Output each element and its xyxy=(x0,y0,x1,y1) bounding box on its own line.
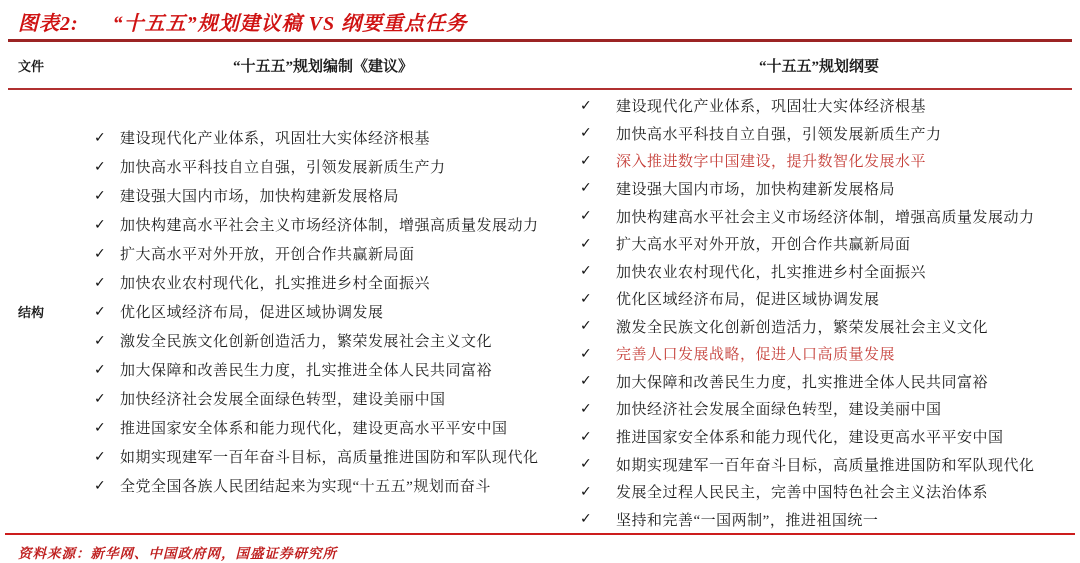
figure-number-label: 图表2: xyxy=(18,13,79,35)
checkmark-icon: ✓ xyxy=(580,290,592,307)
checkmark-icon: ✓ xyxy=(94,332,106,349)
task-list-item xyxy=(94,355,560,384)
left-column-header: “十五五”规划编制《建议》 xyxy=(232,58,413,75)
checkmark-icon: ✓ xyxy=(94,448,106,465)
task-item-text: 推进国家安全体系和能力现代化，建设更高水平平安中国 xyxy=(120,421,508,437)
task-item-text: 加快经济社会发展全面绿色转型，建设美丽中国 xyxy=(616,402,942,419)
checkmark-icon: ✓ xyxy=(580,235,592,252)
task-list-item xyxy=(94,471,560,500)
task-list-item xyxy=(580,257,1080,285)
checkmark-icon: ✓ xyxy=(94,216,106,233)
task-item-text: 加快农业农村现代化，扎实推进乡村全面振兴 xyxy=(120,276,431,292)
task-item-text: 完善人口发展战略，促进人口高质量发展 xyxy=(616,347,896,364)
task-list-item xyxy=(580,230,1080,258)
task-list-item xyxy=(580,92,1080,120)
task-item-text: 推进国家安全体系和能力现代化，建设更高水平平安中国 xyxy=(616,430,1004,447)
checkmark-icon: ✓ xyxy=(580,456,592,473)
checkmark-icon: ✓ xyxy=(580,180,592,197)
task-item-text: 加快构建高水平社会主义市场经济体制，增强高质量发展动力 xyxy=(120,218,539,234)
checkmark-icon: ✓ xyxy=(94,274,106,291)
task-item-text: 激发全民族文化创新创造活力，繁荣发展社会主义文化 xyxy=(120,334,493,350)
task-list-item xyxy=(94,181,560,210)
checkmark-icon: ✓ xyxy=(580,511,592,528)
source-note: 资料来源：新华网、中国政府网，国盛证券研究所 xyxy=(18,546,337,561)
task-item-text: 优化区域经济布局，促进区域协调发展 xyxy=(120,305,384,321)
task-item-text: 建设现代化产业体系，巩固壮大实体经济根基 xyxy=(120,131,431,147)
task-item-text: 如期实现建军一百年奋斗目标，高质量推进国防和军队现代化 xyxy=(616,457,1035,474)
task-item-text: 加大保障和改善民生力度，扎实推进全体人民共同富裕 xyxy=(120,363,493,379)
task-list-item xyxy=(580,202,1080,230)
figure-title-text: “十五五”规划建议稿 VS 纲要重点任务 xyxy=(112,13,468,35)
checkmark-icon: ✓ xyxy=(580,208,592,225)
task-list-item xyxy=(94,297,560,326)
task-list-item xyxy=(580,478,1080,506)
task-list-item xyxy=(580,450,1080,478)
task-list-item xyxy=(580,120,1080,148)
checkmark-icon: ✓ xyxy=(94,187,106,204)
checkmark-icon: ✓ xyxy=(580,263,592,280)
checkmark-icon: ✓ xyxy=(580,428,592,445)
proposal-task-list xyxy=(88,90,560,533)
task-item-text: 加大保障和改善民生力度，扎实推进全体人民共同富裕 xyxy=(616,374,989,391)
task-list-item xyxy=(94,239,560,268)
task-list-item xyxy=(94,384,560,413)
right-column-header: “十五五”规划纲要 xyxy=(758,58,879,75)
checkmark-icon: ✓ xyxy=(580,318,592,335)
task-item-text: 建设现代化产业体系，巩固壮大实体经济根基 xyxy=(616,99,927,116)
structure-row-label: 结构 xyxy=(18,305,45,320)
task-list-item xyxy=(94,268,560,297)
task-item-text: 扩大高水平对外开放，开创合作共赢新局面 xyxy=(120,247,415,263)
checkmark-icon: ✓ xyxy=(94,158,106,175)
task-item-text: 加快农业农村现代化，扎实推进乡村全面振兴 xyxy=(616,264,927,281)
checkmark-icon: ✓ xyxy=(580,483,592,500)
task-list-item xyxy=(580,313,1080,341)
figure-title xyxy=(0,0,1080,39)
task-list-item xyxy=(580,505,1080,533)
checkmark-icon: ✓ xyxy=(94,303,106,320)
table-header-row xyxy=(0,42,1080,88)
task-list-item xyxy=(580,285,1080,313)
task-item-text: 发展全过程人民民主，完善中国特色社会主义法治体系 xyxy=(616,485,989,502)
task-item-text: 加快高水平科技自立自强，引领发展新质生产力 xyxy=(120,160,446,176)
checkmark-icon: ✓ xyxy=(94,477,106,494)
task-list-item xyxy=(94,152,560,181)
task-list-item xyxy=(580,368,1080,396)
task-item-text: 加快构建高水平社会主义市场经济体制，增强高质量发展动力 xyxy=(616,209,1035,226)
checkmark-icon: ✓ xyxy=(94,245,106,262)
task-item-text: 建设强大国内市场，加快构建新发展格局 xyxy=(616,181,896,198)
checkmark-icon: ✓ xyxy=(94,361,106,378)
task-list-item xyxy=(580,147,1080,175)
task-list-item xyxy=(580,395,1080,423)
checkmark-icon: ✓ xyxy=(580,97,592,114)
checkmark-icon: ✓ xyxy=(580,345,592,362)
table-body xyxy=(0,90,1080,533)
outline-task-list xyxy=(560,90,1080,533)
task-list-item xyxy=(94,442,560,471)
checkmark-icon: ✓ xyxy=(94,129,106,146)
task-item-text: 如期实现建军一百年奋斗目标，高质量推进国防和军队现代化 xyxy=(120,450,539,466)
task-list-item xyxy=(580,340,1080,368)
task-list-item xyxy=(580,175,1080,203)
row-label-column xyxy=(0,90,88,533)
checkmark-icon: ✓ xyxy=(580,152,592,169)
task-list-item xyxy=(94,326,560,355)
checkmark-icon: ✓ xyxy=(580,400,592,417)
task-item-text: 激发全民族文化创新创造活力，繁荣发展社会主义文化 xyxy=(616,319,989,336)
task-item-text: 全党全国各族人民团结起来为实现“十五五”规划而奋斗 xyxy=(120,479,491,495)
task-item-text: 加快高水平科技自立自强，引领发展新质生产力 xyxy=(616,126,942,143)
task-list-item xyxy=(94,123,560,152)
checkmark-icon: ✓ xyxy=(580,125,592,142)
checkmark-icon: ✓ xyxy=(94,419,106,436)
checkmark-icon: ✓ xyxy=(94,390,106,407)
task-item-text: 优化区域经济布局，促进区域协调发展 xyxy=(616,292,880,309)
task-item-text: 深入推进数字中国建设，提升数智化发展水平 xyxy=(616,154,927,171)
checkmark-icon: ✓ xyxy=(580,373,592,390)
task-list-item xyxy=(94,413,560,442)
file-row-label: 文件 xyxy=(18,58,45,74)
task-item-text: 扩大高水平对外开放，开创合作共赢新局面 xyxy=(616,237,911,254)
task-list-item xyxy=(580,423,1080,451)
task-item-text: 坚持和完善“一国两制”，推进祖国统一 xyxy=(616,512,879,529)
task-item-text: 加快经济社会发展全面绿色转型，建设美丽中国 xyxy=(120,392,446,408)
task-item-text: 建设强大国内市场，加快构建新发展格局 xyxy=(120,189,400,205)
task-list-item xyxy=(94,210,560,239)
